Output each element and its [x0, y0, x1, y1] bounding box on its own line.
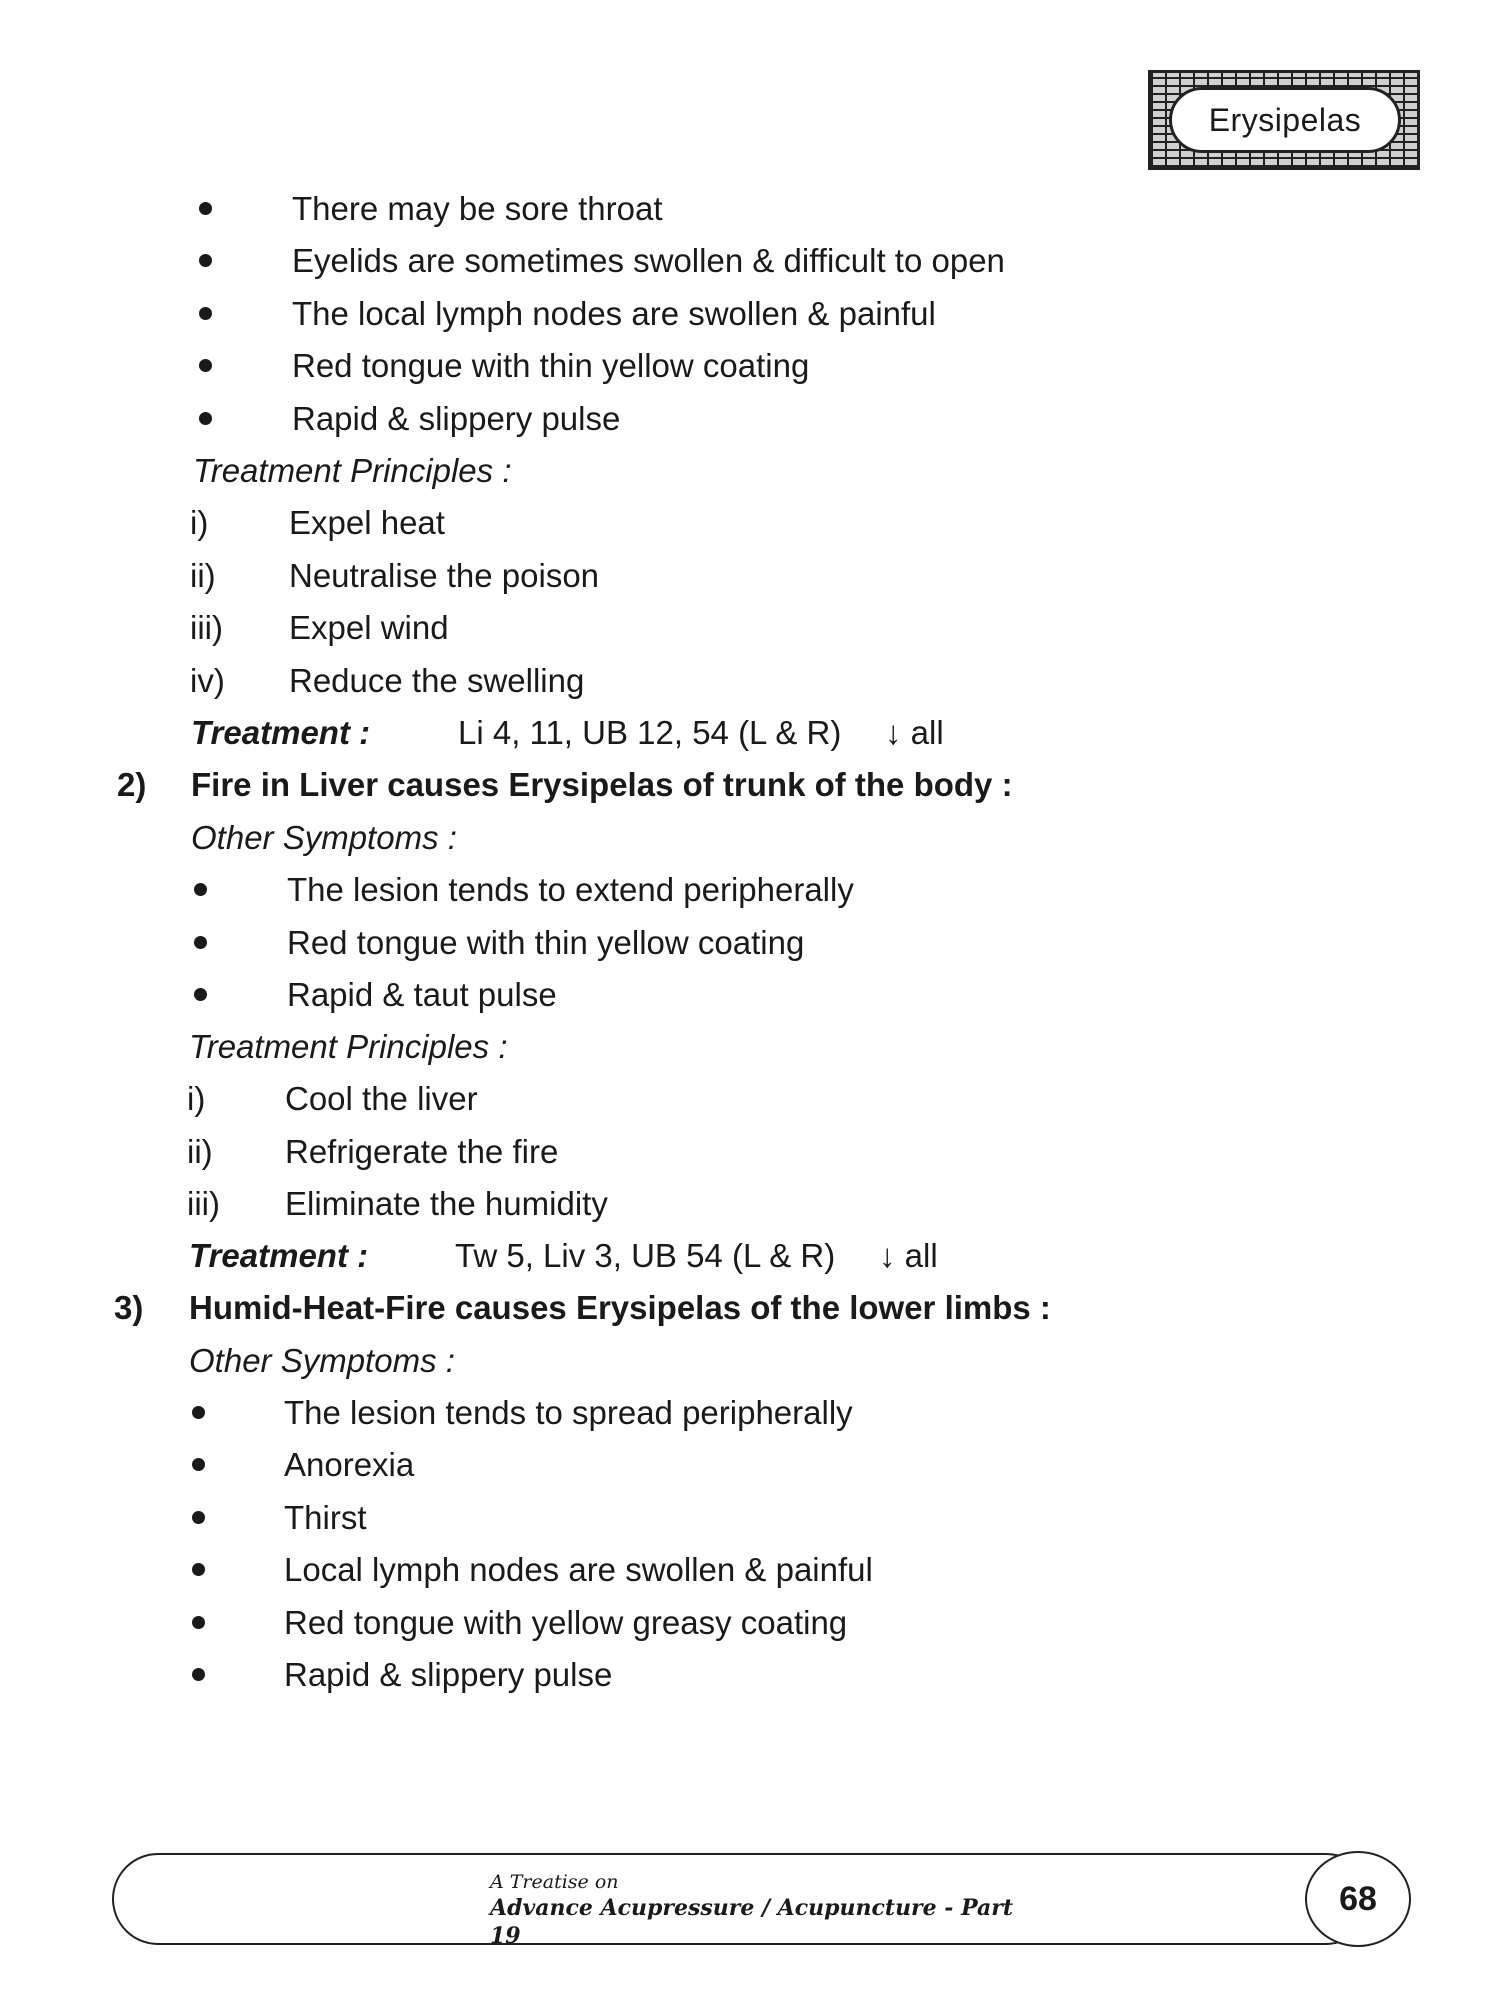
symptom-item: Rapid & slippery pulse	[292, 400, 621, 437]
bullet-icon	[194, 883, 207, 896]
bullet-icon	[192, 1511, 205, 1524]
principle-number: iv)	[190, 662, 225, 699]
footer-title	[490, 1870, 1050, 1950]
principle-item: Reduce the swelling	[289, 662, 585, 699]
symptom-item: Rapid & taut pulse	[287, 976, 557, 1013]
symptom-item: Red tongue with thin yellow coating	[287, 924, 805, 961]
bullet-icon	[194, 988, 207, 1001]
symptom-item: The local lymph nodes are swollen & painful	[292, 295, 936, 332]
section-number: 2)	[117, 766, 147, 803]
symptom-item: Thirst	[284, 1499, 367, 1536]
treatment-method: ↓ all	[879, 1237, 938, 1274]
bullet-icon	[199, 307, 212, 320]
bullet-icon	[199, 412, 212, 425]
bullet-icon	[199, 359, 212, 372]
principle-number: iii)	[187, 1185, 220, 1222]
footer-line2: Advance Acupressure / Acupuncture - Part 19	[490, 1895, 1014, 1949]
chapter-label: Erysipelas	[1169, 87, 1401, 153]
symptom-item: Local lymph nodes are swollen & painful	[284, 1551, 873, 1588]
treatment-points: Tw 5, Liv 3, UB 54 (L & R)	[455, 1237, 836, 1274]
bullet-icon	[199, 254, 212, 267]
bullet-icon	[192, 1458, 205, 1471]
page-number: 68	[1305, 1851, 1411, 1947]
treatment-label: Treatment :	[189, 1237, 369, 1274]
symptom-item: There may be sore throat	[292, 190, 663, 227]
section-heading: Fire in Liver causes Erysipelas of trunk of the body :	[191, 766, 1013, 803]
principle-item: Neutralise the poison	[289, 557, 600, 594]
symptom-item: Rapid & slippery pulse	[284, 1656, 613, 1693]
principle-number: i)	[190, 504, 209, 541]
principle-item: Expel wind	[289, 609, 449, 646]
treatment-points: Li 4, 11, UB 12, 54 (L & R)	[458, 714, 842, 751]
principles-heading: Treatment Principles :	[189, 1028, 508, 1065]
symptom-item: Anorexia	[284, 1446, 415, 1483]
symptom-item: The lesion tends to extend peripherally	[287, 871, 854, 908]
principle-number: ii)	[190, 557, 216, 594]
treatment-method: ↓ all	[885, 714, 944, 751]
treatment-label: Treatment :	[191, 714, 371, 751]
principle-item: Eliminate the humidity	[285, 1185, 608, 1222]
symptom-item: Red tongue with yellow greasy coating	[284, 1604, 848, 1641]
bullet-icon	[199, 202, 212, 215]
bullet-icon	[192, 1616, 205, 1629]
other-symptoms-heading: Other Symptoms :	[191, 819, 457, 856]
symptom-item: Eyelids are sometimes swollen & difficult to open	[292, 242, 1005, 279]
bullet-icon	[192, 1668, 205, 1681]
bullet-icon	[194, 936, 207, 949]
principle-item: Cool the liver	[285, 1080, 478, 1117]
principle-number: ii)	[187, 1133, 213, 1170]
chapter-tab	[1148, 70, 1420, 170]
section-number: 3)	[114, 1289, 144, 1326]
principle-item: Refrigerate the fire	[285, 1133, 559, 1170]
principles-heading: Treatment Principles :	[193, 452, 512, 489]
symptom-item: Red tongue with thin yellow coating	[292, 347, 810, 384]
bullet-icon	[192, 1406, 205, 1419]
principle-number: iii)	[190, 609, 223, 646]
principle-number: i)	[187, 1080, 206, 1117]
principle-item: Expel heat	[289, 504, 445, 541]
other-symptoms-heading: Other Symptoms :	[189, 1342, 455, 1379]
symptom-item: The lesion tends to spread peripherally	[284, 1394, 853, 1431]
footer-line1: A Treatise on	[490, 1871, 619, 1893]
bullet-icon	[192, 1563, 205, 1576]
section-heading: Humid-Heat-Fire causes Erysipelas of the lower limbs :	[189, 1289, 1051, 1326]
